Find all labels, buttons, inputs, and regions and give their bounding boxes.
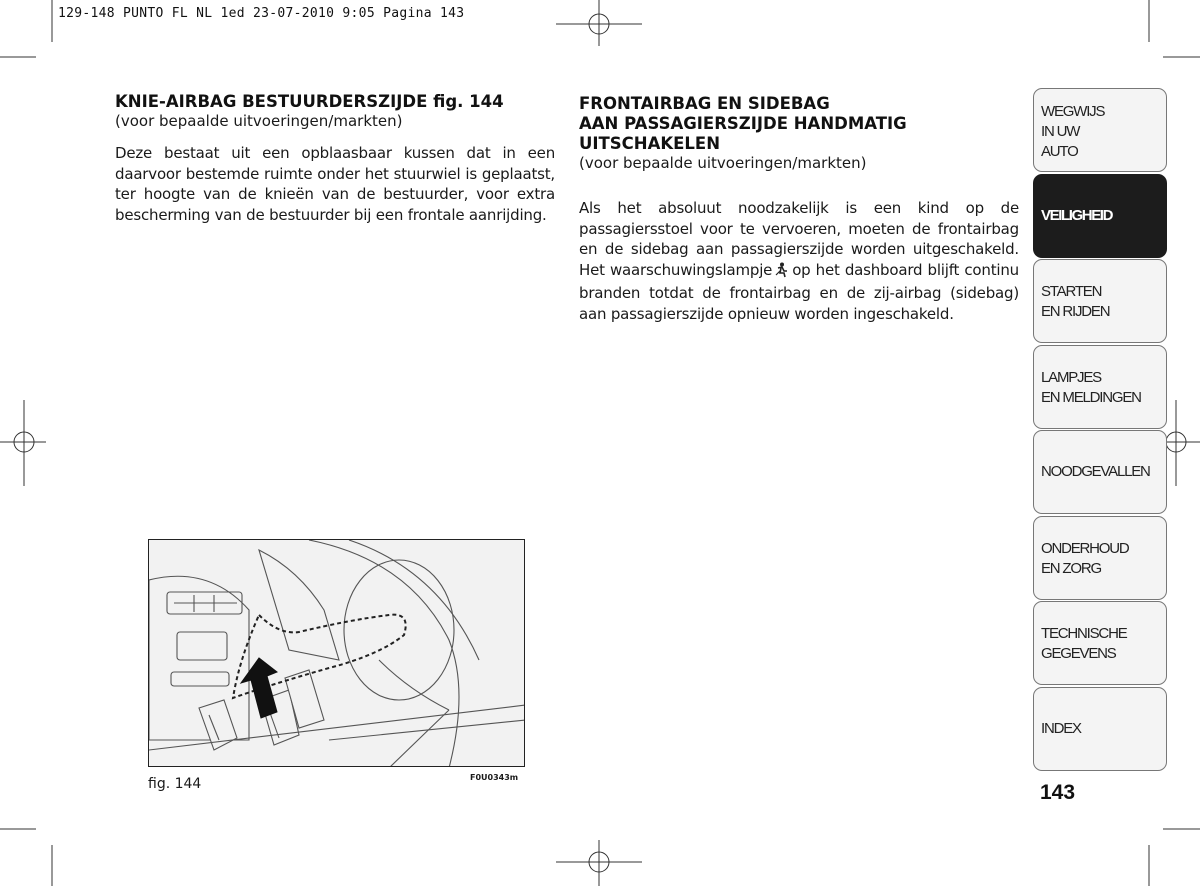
tab-label-line: STARTEN [1041, 283, 1102, 300]
tab-label-line: AUTO [1041, 143, 1078, 160]
figure-caption: fig. 144 [148, 776, 202, 792]
tab-label-line: GEGEVENS [1041, 645, 1116, 662]
tab-label-line: VEILIGHEID [1041, 206, 1113, 224]
print-header: 129-148 PUNTO FL NL 1ed 23-07-2010 9:05 Pagina 143 [58, 6, 465, 21]
tab-onderhoud[interactable] [1033, 516, 1167, 600]
knee-airbag-illustration [149, 540, 525, 767]
tab-lampjes[interactable] [1033, 345, 1167, 429]
section-heading: KNIE-AIRBAG BESTUURDERSZIJDE fig. 144 [115, 92, 504, 111]
tab-label-line: EN ZORG [1041, 559, 1101, 577]
section-heading-line-3: UITSCHAKELEN [579, 134, 721, 153]
section-body [579, 198, 1019, 324]
tab-veiligheid[interactable] [1033, 174, 1167, 258]
tab-label-line: ONDERHOUD [1041, 539, 1129, 557]
tab-label-line: EN RIJDEN [1041, 303, 1110, 320]
knee-airbag-figure [148, 539, 525, 767]
page-number: 143 [1040, 781, 1076, 804]
figure-code: F0U0343m [470, 773, 519, 782]
tab-noodgevallen[interactable] [1033, 430, 1167, 514]
chapter-tabs [1033, 88, 1167, 772]
tab-index[interactable] [1033, 687, 1167, 771]
tab-label-line: NOODGEVALLEN [1041, 463, 1150, 480]
tab-label-line: INDEX [1041, 719, 1081, 737]
section-subheading: (voor bepaalde uitvoeringen/markten) [115, 112, 403, 130]
tab-label-line: TECHNISCHE [1041, 625, 1127, 642]
tab-technische[interactable] [1033, 601, 1167, 685]
tab-starten[interactable] [1033, 259, 1167, 343]
section-subheading: (voor bepaalde uitvoeringen/markten) [579, 154, 867, 172]
section-heading-line-1: FRONTAIRBAG EN SIDEBAG [579, 94, 830, 113]
airbag-deactivation-section [579, 94, 1019, 324]
knee-airbag-section [115, 92, 555, 225]
tab-wegwijs[interactable] [1033, 88, 1167, 172]
section-heading-line-2: AAN PASSAGIERSZIJDE HANDMATIG [579, 114, 907, 133]
airbag-off-warning-icon [775, 262, 789, 284]
tab-label-line: EN MELDINGEN [1041, 388, 1141, 406]
body-text-part-1: Als het absoluut noodzakelijk is een kind op de passagiersstoel voor te vervoeren, moeten de frontairbag en de sidebag aan passagierszijde worden uitgeschakeld. Het waarschuwingslampje [579, 199, 1019, 279]
body-text-part-2: op het dashboard blijft continu branden totdat de frontairbag en de zij-airbag (sidebag) aan passagierszijde opnieuw worden ingeschakeld. [579, 260, 1019, 323]
section-body: Deze bestaat uit een opblaasbaar kussen dat in een daarvoor bestemde ruimte onder het stuurwiel is geplaatst, ter hoogte van de knieën van de bestuurder, voor extra bescherming van de bestuurder bij een frontale aanrijding. [115, 144, 555, 224]
tab-label-line: WEGWIJS [1041, 103, 1105, 120]
tab-label-line: IN UW [1041, 123, 1080, 140]
tab-label-line: LAMPJES [1041, 368, 1101, 386]
